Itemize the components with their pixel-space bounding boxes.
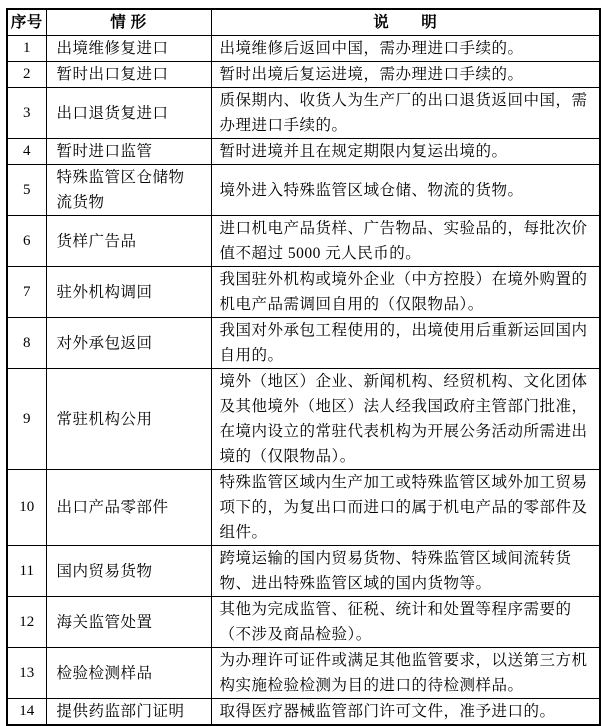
- row-number: 1: [23, 40, 31, 56]
- description-cell: [211, 62, 600, 88]
- situation-cell: [46, 470, 211, 546]
- description-cell: [211, 318, 600, 369]
- table-row: [7, 597, 600, 648]
- col-header-description: 说 明: [211, 9, 600, 36]
- row-number: 7: [23, 283, 31, 300]
- situation-cell: [46, 216, 211, 267]
- table-row: [7, 165, 600, 216]
- row-number-cell: [7, 648, 46, 699]
- table-row: [7, 648, 600, 699]
- situation-text: 驻外机构调回: [56, 283, 153, 301]
- description-cell: [211, 139, 600, 165]
- description-cell: [211, 597, 600, 648]
- description-text: 其他为完成监管、征税、统计和处置等程序需要的（不涉及商品检验）。: [219, 601, 572, 643]
- description-cell: [211, 165, 600, 216]
- row-number-cell: [7, 597, 46, 648]
- situation-cell: [46, 648, 211, 699]
- situation-cell: [46, 165, 211, 216]
- description-cell: [211, 88, 600, 139]
- table-row: [7, 139, 600, 165]
- table-row: [7, 36, 600, 62]
- table-row: [7, 318, 600, 369]
- row-number: 6: [23, 232, 31, 249]
- row-number-cell: [7, 369, 46, 470]
- regulation-table: [6, 8, 601, 726]
- situation-text: 暂时出口复进口: [56, 66, 169, 83]
- col-header-number: 序号: [7, 9, 46, 36]
- row-number: 9: [23, 410, 31, 427]
- document-page: [6, 8, 599, 726]
- situation-cell: [46, 546, 211, 597]
- row-number-cell: [7, 36, 46, 62]
- table-row: [7, 267, 600, 318]
- table-row: [7, 62, 600, 88]
- situation-cell: [46, 267, 211, 318]
- row-number: 11: [19, 562, 34, 579]
- row-number: 12: [19, 613, 35, 630]
- description-cell: [211, 470, 600, 546]
- row-number: 5: [23, 181, 31, 198]
- situation-cell: [46, 88, 211, 139]
- description-text: 取得医疗器械监管部门许可文件，准予进口的。: [219, 703, 556, 720]
- description-text: 暂时进境并且在规定期限内复运出境的。: [219, 143, 508, 160]
- table-row: [7, 470, 600, 546]
- table-row: [7, 699, 600, 726]
- description-cell: [211, 369, 600, 470]
- description-text: 暂时出境后复运进境，需办理进口手续的。: [219, 66, 524, 83]
- row-number: 2: [23, 66, 31, 82]
- situation-cell: [46, 318, 211, 369]
- table-header: [7, 9, 600, 36]
- description-text: 跨境运输的国内贸易货物、特殊监管区域间流转货物、进出特殊监管区域的国内货物等。: [219, 550, 572, 592]
- description-cell: [211, 546, 600, 597]
- row-number: 14: [19, 703, 35, 719]
- description-text: 境外（地区）企业、新闻机构、经贸机构、文化团体及其他境外（地区）法人经我国政府主管部门批准，在境内设立的常驻代表机构为开展公务活动所需进出境的（仅限物品）。: [219, 373, 588, 465]
- table-row: [7, 369, 600, 470]
- header-row: [7, 9, 600, 36]
- description-text: 出境维修后返回中国，需办理进口手续的。: [219, 40, 524, 57]
- situation-text: 提供药监部门证明: [56, 703, 185, 720]
- row-number-cell: [7, 267, 46, 318]
- situation-text: 出口产品零部件: [56, 499, 169, 516]
- row-number-cell: [7, 216, 46, 267]
- row-number-cell: [7, 470, 46, 546]
- situation-text: 暂时进口监管: [56, 143, 153, 160]
- description-cell: [211, 36, 600, 62]
- table-row: [7, 546, 600, 597]
- row-number-cell: [7, 88, 46, 139]
- situation-cell: [46, 597, 211, 648]
- row-number-cell: [7, 318, 46, 369]
- col-header-situation: 情 形: [46, 9, 211, 36]
- description-text: 进口机电产品货样、广告物品、实验品的，每批次价值不超过 5000 元人民币的。: [219, 220, 588, 262]
- row-number: 3: [23, 104, 31, 121]
- row-number: 4: [23, 143, 31, 159]
- situation-cell: [46, 36, 211, 62]
- description-cell: [211, 267, 600, 318]
- row-number-cell: [7, 699, 46, 726]
- row-number-cell: [7, 139, 46, 165]
- situation-text: 货样广告品: [56, 232, 137, 250]
- row-number-cell: [7, 546, 46, 597]
- situation-text: 海关监管处置: [56, 613, 153, 631]
- situation-text: 特殊监管区仓储物流货物: [56, 169, 185, 211]
- situation-text: 国内贸易货物: [56, 562, 153, 580]
- situation-cell: [46, 369, 211, 470]
- situation-text: 检验检测样品: [56, 664, 153, 682]
- description-text: 质保期内、收货人为生产厂的出口退货返回中国，需办理进口手续的。: [219, 92, 588, 134]
- description-text: 境外进入特殊监管区域仓储、物流的货物。: [219, 181, 524, 199]
- description-cell: [211, 648, 600, 699]
- description-text: 为办理许可证件或满足其他监管要求，以送第三方机构实施检验检测为目的进口的待检测样品。: [219, 652, 588, 694]
- situation-text: 出口退货复进口: [56, 104, 169, 122]
- situation-cell: [46, 139, 211, 165]
- row-number-cell: [7, 62, 46, 88]
- situation-cell: [46, 62, 211, 88]
- description-text: 我国驻外机构或境外企业（中方控股）在境外购置的机电产品需调回自用的（仅限物品）。: [219, 271, 588, 313]
- situation-text: 常驻机构公用: [56, 410, 153, 428]
- description-text: 我国对外承包工程使用的，出境使用后重新运回国内自用的。: [219, 322, 588, 364]
- description-cell: [211, 216, 600, 267]
- description-cell: [211, 699, 600, 726]
- table-row: [7, 88, 600, 139]
- row-number: 10: [19, 499, 35, 515]
- situation-cell: [46, 699, 211, 726]
- row-number: 8: [23, 334, 31, 351]
- table-row: [7, 216, 600, 267]
- situation-text: 出境维修复进口: [56, 40, 169, 57]
- row-number-cell: [7, 165, 46, 216]
- table-body: [7, 36, 600, 726]
- description-text: 特殊监管区域内生产加工或特殊监管区域外加工贸易项下的，为复出口而进口的属于机电产品的零部件及组件。: [219, 474, 588, 541]
- situation-text: 对外承包返回: [56, 334, 153, 352]
- row-number: 13: [19, 664, 35, 681]
